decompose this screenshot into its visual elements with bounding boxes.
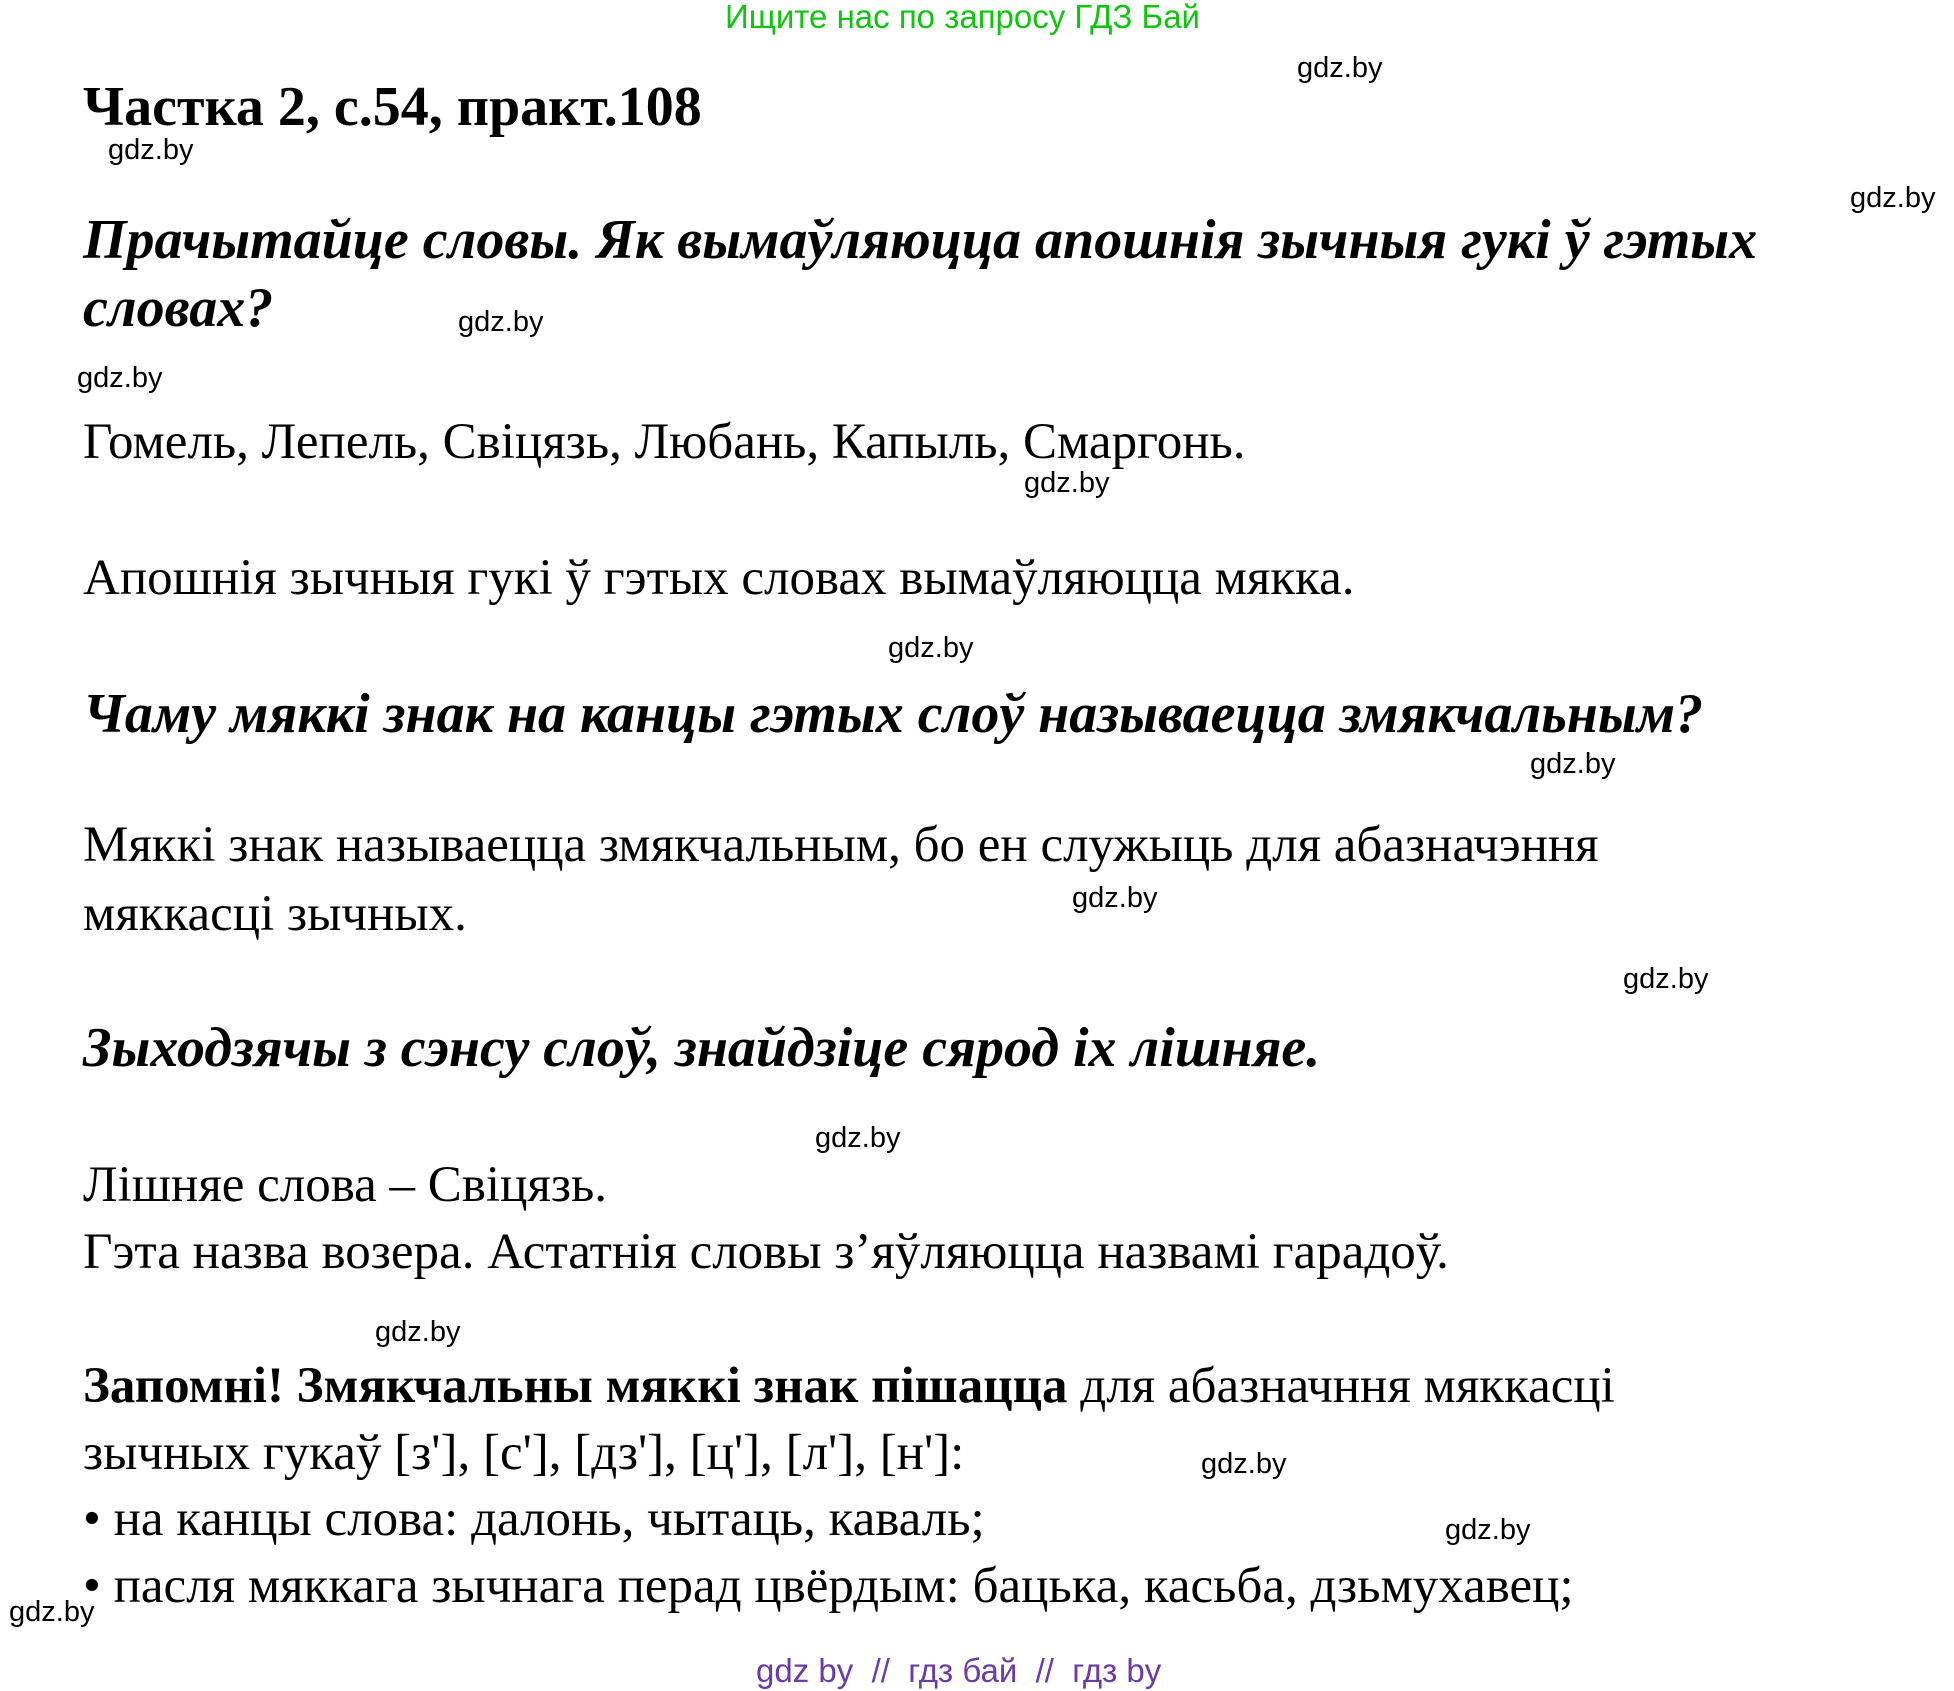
words-list: Гомель, Лепель, Свіцязь, Любань, Капыль, Смаргонь. — [83, 414, 1246, 470]
answer-2-line-2: мяккасці зычных. — [83, 886, 467, 942]
watermark: gdz.by — [888, 632, 974, 664]
watermark: gdz.by — [108, 134, 194, 166]
watermark: gdz.by — [458, 306, 544, 338]
task-2: Чаму мяккі знак на канцы гэтых слоў называецца змякчальным? — [83, 683, 1704, 745]
watermark: gdz.by — [1024, 467, 1110, 499]
watermark: gdz.by — [9, 1596, 95, 1628]
watermark: gdz.by — [1850, 182, 1936, 214]
watermark: gdz.by — [815, 1122, 901, 1154]
answer-3-line-1: Лішняе слова – Свіцязь. — [83, 1157, 607, 1213]
answer-3-line-2: Гэта назва возера. Астатнія словы з’яўляюцца назвамі гарадоў. — [83, 1224, 1449, 1280]
rule-continuation: для абазначння мяккасці — [1067, 1358, 1615, 1414]
rule-line-1 — [83, 1357, 1615, 1415]
watermark: gdz.by — [77, 362, 163, 394]
rule-bold-heading: Запомні! Змякчальны мяккі знак пішацца — [83, 1358, 1068, 1414]
watermark: gdz.by — [1297, 52, 1383, 84]
rule-bullet-1: • на канцы слова: далонь, чытаць, каваль; — [83, 1491, 985, 1547]
task-1-line-1: Прачытайце словы. Як вымаўляюцца апошнія зычныя гукі ў гэтых — [83, 209, 1758, 271]
watermark: gdz.by — [1445, 1514, 1531, 1546]
rule-bullet-2: • пасля мяккага зычнага перад цвёрдым: бацька, касьба, дзьмухавец; — [83, 1558, 1574, 1614]
rule-line-2: зычных гукаў [з'], [с'], [дз'], [ц'], [л'], [н']: — [83, 1425, 965, 1481]
footer-links: gdz by // гдз бай // гдз by — [756, 1652, 1162, 1689]
top-banner: Ищите нас по запросу ГДЗ Бай — [725, 0, 1200, 35]
watermark: gdz.by — [1623, 963, 1709, 995]
task-3: Зыходзячы з сэнсу слоў, знайдзіце сярод іх лішняе. — [83, 1017, 1321, 1079]
watermark: gdz.by — [1072, 882, 1158, 914]
watermark: gdz.by — [1530, 748, 1616, 780]
watermark: gdz.by — [1201, 1448, 1287, 1480]
task-1-line-2: словах? — [83, 277, 274, 339]
watermark: gdz.by — [375, 1316, 461, 1348]
page-title: Частка 2, с.54, практ.108 — [83, 76, 702, 138]
answer-2-line-1: Мяккі знак называецца змякчальным, бо ен служыць для абазначэння — [83, 817, 1599, 873]
answer-1: Апошнія зычныя гукі ў гэтых словах вымаўляюцца мякка. — [83, 550, 1355, 606]
